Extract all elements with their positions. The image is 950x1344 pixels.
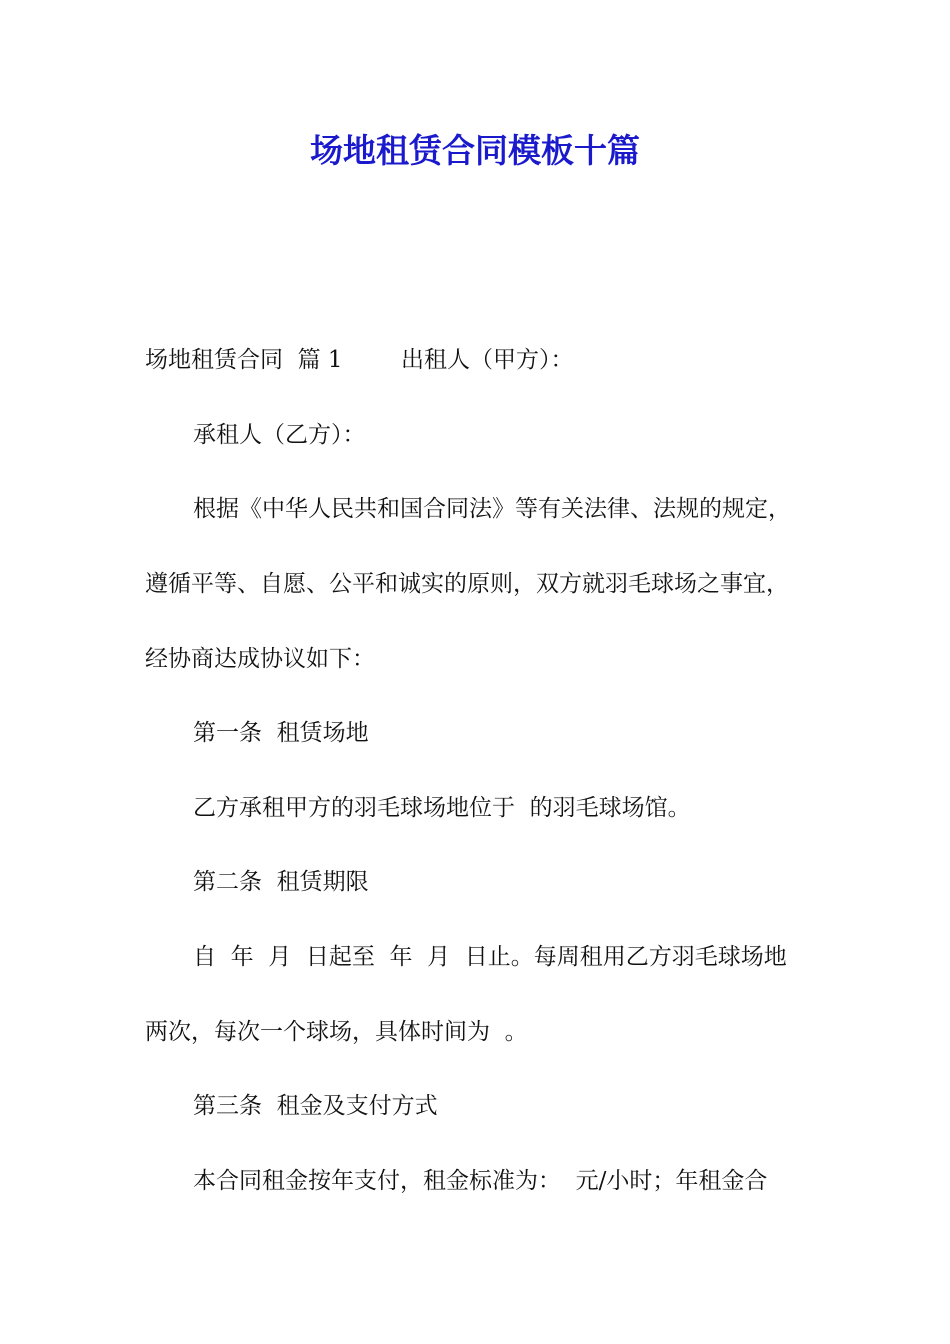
paragraph-line-1: 场地租赁合同 篇 1 出租人（甲方）： — [145, 347, 574, 373]
paragraph-line-6: 第一条 租赁场地 — [193, 720, 369, 746]
paragraph-line-4: 遵循平等、自愿、公平和诚实的原则，双方就羽毛球场之事宜， — [145, 571, 789, 597]
paragraph-line-10: 两次，每次一个球场，具体时间为 。 — [145, 1019, 528, 1045]
paragraph-line-8: 第二条 租赁期限 — [193, 869, 369, 895]
paragraph-line-9: 自 年 月 日起至 年 月 日止。每周租用乙方羽毛球场地 — [193, 944, 787, 970]
paragraph-line-7: 乙方承租甲方的羽毛球场地位于 的羽毛球场馆。 — [193, 795, 691, 821]
paragraph-line-2: 承租人（乙方）： — [193, 422, 366, 448]
paragraph-line-11: 第三条 租金及支付方式 — [193, 1093, 438, 1119]
paragraph-line-5: 经协商达成协议如下： — [145, 646, 375, 672]
paragraph-line-12: 本合同租金按年支付，租金标准为： 元/小时；年租金合 — [193, 1168, 768, 1194]
document-title: 场地租赁合同模板十篇 — [310, 131, 640, 170]
paragraph-line-3: 根据《中华人民共和国合同法》等有关法律、法规的规定， — [193, 496, 791, 522]
